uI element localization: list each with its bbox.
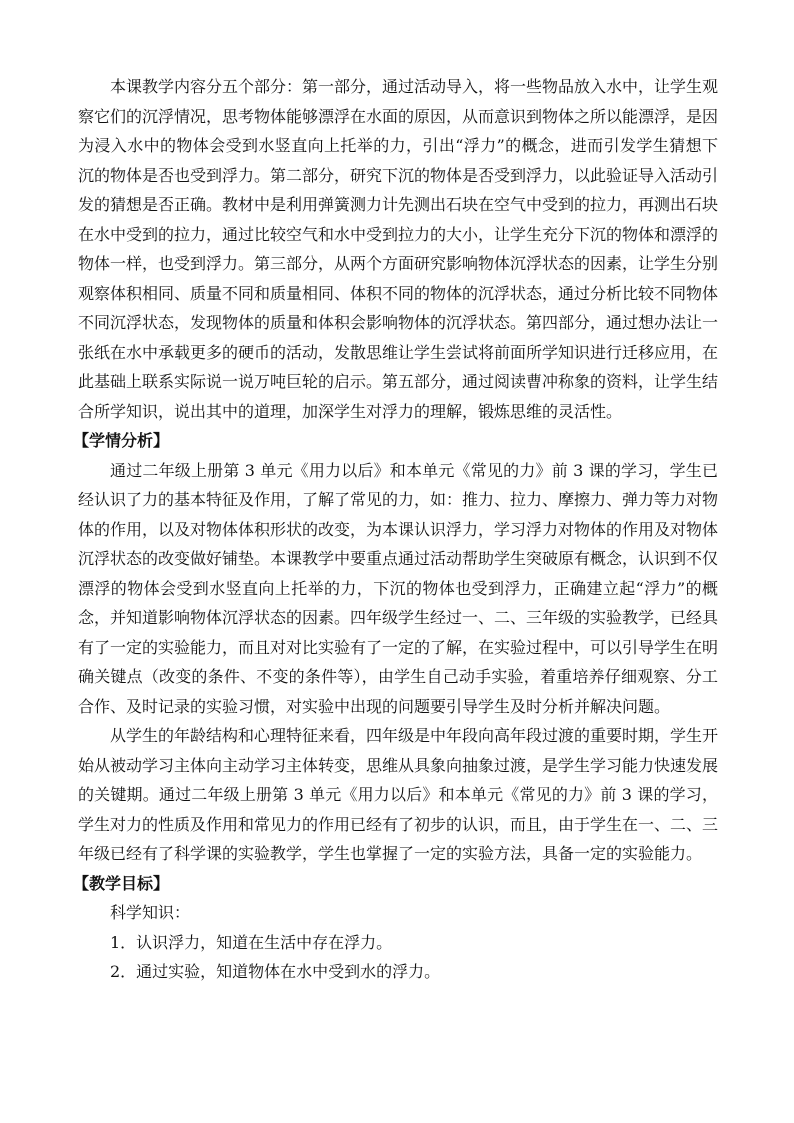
teaching-goals-subheading: 科学知识： — [110, 903, 191, 922]
document-page — [73, 72, 719, 987]
learning-analysis-paragraph-2: 从学生的年龄结构和心理特征来看，四年级是中年段向高年段过渡的重要时期，学生开始从被动学习主体向主动学习主体转变，思维从具象向抽象过渡，是学生学习能力快速发展的关键期。通过二年级上册第 3 单元《用力以后》和本单元《常见的力》前 3 课的学习，学生对力的性质及作用和常见力的作用已经有了初步的认识，而且，由于学生在一、二、三年级已经有了科学课的实验教学，学生也掌握了一定的实验方法，具备一定的实验能力。 — [78, 726, 719, 863]
teaching-goals-heading: 【教学目标】 — [73, 873, 170, 893]
learning-analysis-heading: 【学情分析】 — [73, 431, 170, 450]
teaching-goal-item-1: 1．认识浮力，知道在生活中存在浮力。 — [110, 932, 393, 952]
intro-paragraph: 本课教学内容分五个部分：第一部分，通过活动导入，将一些物品放入水中，让学生观察它们的沉浮情况，思考物体能够漂浮在水面的原因，从而意识到物体之所以能漂浮，是因为浸入水中的物体会受到水竖直向上托举的力，引出“浮力”的概念，进而引发学生猜想下沉的物体是否也受到浮力。第二部分，研究下沉的物体是否受到浮力，以此验证导入活动引发的猜想是否正确。教材中是利用弹簧测力计先测出石块在空气中受到的拉力，再测出石块在水中受到的拉力，通过比较空气和水中受到拉力的大小，让学生充分下沉的物体和漂浮的物体一样，也受到浮力。第三部分，从两个方面研究影响物体沉浮状态的因素，让学生分别观察体积相同、质量不同和质量相同、体积不同的物体的沉浮状态，通过分析比较不同物体不同沉浮状态，发现物体的质量和体积会影响物体的沉浮状态。第四部分，通过想办法让一张纸在水中承载更多的硬币的活动，发散思维让学生尝试将前面所学知识进行迁移应用，在此基础上联系实际说一说万吨巨轮的启示。第五部分，通过阅读曹冲称象的资料，让学生结合所学知识，说出其中的道理，加深学生对浮力的理解，锻炼思维的灵活性。 — [78, 77, 719, 421]
learning-analysis-paragraph-1: 通过二年级上册第 3 单元《用力以后》和本单元《常见的力》前 3 课的学习，学生已经认识了力的基本特征及作用，了解了常见的力，如：推力、拉力、摩擦力、弹力等力对物体的作用，以及对物体体积形状的改变，为本课认识浮力，学习浮力对物体的作用及对物体沉浮状态的改变做好铺垫。本课教学中要重点通过活动帮助学生突破原有概念，认识到不仅漂浮的物体会受到水竖直向上托举的力，下沉的物体也受到浮力，正确建立起“浮力”的概念，并知道影响物体沉浮状态的因素。四年级学生经过一、二、三年级的实验教学，已经具有了一定的实验能力，而且对对比实验有了一定的了解，在实验过程中，可以引导学生在明确关键点（改变的条件、不变的条件等），由学生自己动手实验，着重培养仔细观察、分工合作、及时记录的实验习惯，对实验中出现的问题要引导学生及时分析并解决问题。 — [78, 460, 719, 716]
teaching-goal-item-2: 2．通过实验，知道物体在水中受到水的浮力。 — [110, 962, 441, 981]
